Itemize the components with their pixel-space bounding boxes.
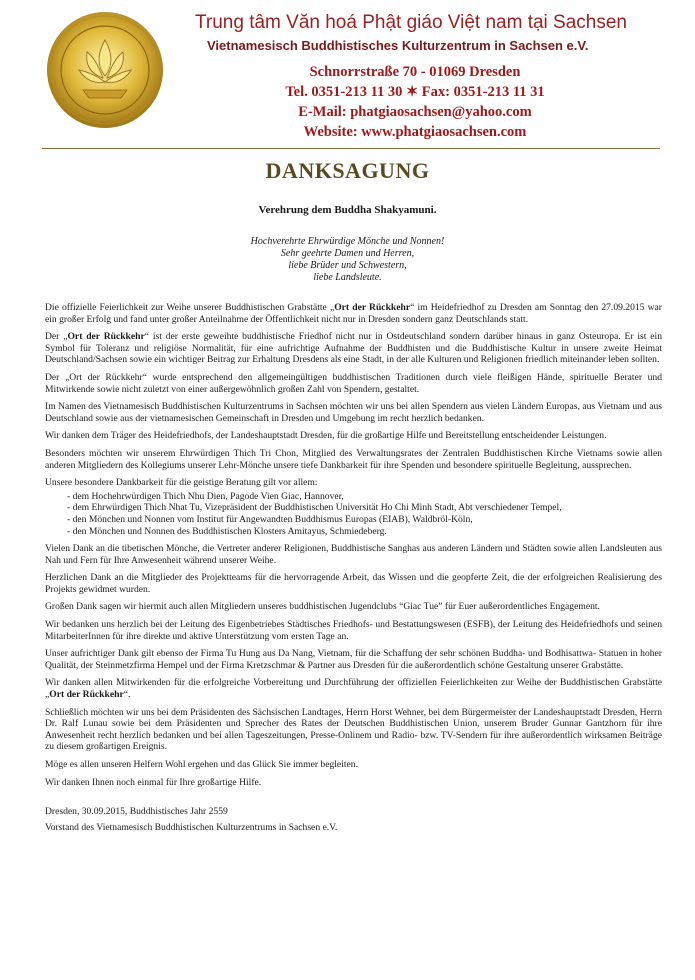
organization-name-german: Vietnamesisch Buddhistisches Kulturzentrum in Sachsen e.V. — [207, 38, 589, 53]
signature-block — [45, 806, 662, 833]
paragraph: Wir danken Ihnen noch einmal für Ihre großartige Hilfe. — [45, 776, 262, 788]
list-item: - dem Hochehrwürdigen Thich Nhu Dien, Pagode Vien Giac, Hannover, — [67, 490, 344, 502]
place-name-bold: Ort der Rückkehr — [334, 302, 411, 313]
letter-body — [45, 302, 662, 837]
paragraph: Großen Dank sagen wir hiermit auch allen Mitgliedern unseres buddhistischen Jugendclubs “Giac Tue” für Euer außerordentliches Engagement. — [45, 601, 600, 613]
text-run: Wir danken allen Mitwirkenden für die erfolgreiche Vorbereitung und Durchführung der offiziellen Feierlichkeiten zur Weihe der Buddhistischen Grabstätte „ — [45, 677, 662, 701]
text-run: “ im Heidefriedhof zu Dresden am Sonntag den 27.09.2015 war ein großer Erfolg und fand unter großer Anteilnahme der Öffentlichkeit nicht nur in Dresden sondern ganz Deutschlands statt. — [45, 302, 663, 325]
place-name-bold: Ort der Rückkehr — [67, 331, 145, 343]
paragraph: Möge es allen unseren Helfern Wohl ergehen und das Glück Sie immer begleiten. — [45, 759, 358, 770]
address: Schnorrstraße 70 - 01069 Dresden — [309, 64, 521, 80]
signature-board: Vorstand des Vietnamesisch Buddhistischen Kulturzentrums in Sachsen e.V. — [45, 821, 338, 833]
thanks-list — [45, 491, 662, 537]
salutation-block — [0, 236, 695, 284]
veneration-line: Verehrung dem Buddha Shakyamuni. — [258, 204, 437, 216]
paragraph: Der „Ort der Rückkehr“ wurde entsprechend den allgemeingültigen buddhistischen Traditionen durch viele fleißigen Hände, spirituelle Berater und Mitwirkende sowie nicht zuletzt von einer außergewöhnlich großen Zahl von Spendern, gestaltet. — [45, 371, 662, 395]
text-run: “ ist der erste geweihte buddhistische Friedhof nicht nur in Ostdeutschland sondern darüber hinaus in ganz Osteuropa. Er ist ein Symbol für Toleranz und religiöse Normalität, für eine aufrichtige Aufnahme der Buddhisten und die Buddhistische Kultur in unsere zweite Heimat Deutschland/Sachsen sowie ein wichtiger Beitrag zur Erhaltung Dresdens als eine Stadt, in der alle Kulturen und Religionen friedlich miteinander leben sollten. — [45, 331, 662, 366]
document-title: DANKSAGUNG — [265, 158, 430, 183]
paragraph: Wir danken dem Träger des Heidefriedhofs, der Landeshauptstadt Dresden, für die großartige Hilfe und Bereitstellung entscheidender Leistungen. — [45, 430, 607, 442]
salutation-line: liebe Landsleute. — [313, 272, 382, 283]
list-item: - den Mönchen und Nonnen vom Institut für Angewandten Buddhismus Europas (EIAB), Waldbröl-Köln, — [67, 513, 473, 525]
salutation-line: Hochverehrte Ehrwürdige Mönche und Nonnen! — [250, 236, 445, 247]
text-run: “. — [123, 689, 131, 701]
header-divider — [42, 148, 660, 149]
contact-block — [215, 62, 615, 142]
list-item: - den Mönchen und Nonnen des Buddhistischen Klosters Amitayus, Schmiedeberg. — [67, 525, 387, 537]
paragraph — [45, 677, 662, 700]
phone-fax: Tel. 0351-213 11 30 ✶ Fax: 0351-213 11 31 — [285, 84, 545, 100]
paragraph: Unser aufrichtiger Dank gilt ebenso der Firma Tu Hung aus Da Nang, Vietnam, für die Schaffung der sehr schönen Buddha- und Bodhisattwa- Statuen in hoher Qualität, der Steinmetzfirma Hempel und der Firma Kretzschmar & Partner aus Dresden für die außerordentlich schöne Gestaltung unserer Grabstätte. — [45, 648, 662, 671]
salutation-line: Sehr geehrte Damen und Herren, — [280, 248, 415, 259]
paragraph: Wir bedanken uns herzlich bei der Leitung des Eigenbetriebes Städtisches Friedhofs- und Bestattungswesen (ESFB), der Leitung des Heidefriedhofs und seinen MitarbeiterInnen für ihre direkte und aktive Unterstützung vom ersten Tage an. — [45, 619, 662, 642]
paragraph — [45, 302, 662, 325]
organization-name-vietnamese: Trung tâm Văn hoá Phật giáo Việt nam tại Sachsen — [195, 12, 627, 33]
paragraph: Besonders möchten wir unserem Ehrwürdigen Thich Tri Chon, Mitglied des Verwaltungsrates der Zentralen Buddhistischen Kirche Vietnams sowie allen anderen Mitgliedern des Kollegiums unserer Lehr-Mönche unsere tiefe Dankbarkeit für ihre Spenden und besondere spirituelle Begleitung, aussprechen. — [45, 447, 662, 471]
paragraph: Herzlichen Dank an die Mitglieder des Projektteams für die hervorragende Arbeit, das Wissen und die geopferte Zeit, die der erfolgreichen Realisierung des Projekts gewidmet wurden. — [45, 572, 662, 595]
paragraph: Im Namen des Vietnamesisch Buddhistischen Kulturzentrums in Sachsen möchten wir uns bei allen Spendern aus vielen Ländern Europas, aus Vietnam und aus Deutschland sowie aus der vietnamesischen Gemeinschaft in Dresden und Umgebung im recht herzlich bedanken. — [45, 401, 662, 424]
website: Website: www.phatgiaosachsen.com — [303, 124, 527, 140]
salutation-line: liebe Brüder und Schwestern, — [288, 260, 407, 271]
paragraph — [45, 331, 662, 366]
list-item: - dem Ehrwürdigen Thich Nhat Tu, Vizepräsident der Buddhistischen Universität Ho Chi Minh Stadt, Abt verschiedener Tempel, — [67, 502, 562, 514]
text-run: Der „ — [45, 331, 68, 343]
paragraph: Vielen Dank an die tibetischen Mönche, die Vertreter anderer Religionen, Buddhistische Sanghas aus anderen Ländern und Städten sowie allen Landsleuten aus Nah und Fern für Ihre Anwesenheit während unserer Weihe. — [45, 543, 662, 566]
text-run: Die offizielle Feierlichkeit zur Weihe unserer Buddhistischen Grabstätte „ — [45, 302, 335, 313]
email: E-Mail: phatgiaosachsen@yahoo.com — [298, 104, 532, 120]
paragraph: Schließlich möchten wir uns bei dem Präsidenten des Sächsischen Landtages, Herrn Horst Wehner, bei dem Bürgermeister der Landeshauptstadt Dresden, Herrn Dr. Ralf Lunau sowie bei dem Präsidenten und Sprecher des Rates der Deutschen Buddhistischen Union, unserem Bruder Gunnar Gantzhorn für ihre Anwesenheit recht herzlich bedanken und bei allen Tageszeitungen, Presse-Onlinem und Radio- bzw. TV-Sendern für ihre außerordentlich wirksamen Beiträge zu diesem großartigen Ereignis. — [45, 706, 662, 753]
paragraph: Unsere besondere Dankbarkeit für die geistige Beratung gilt vor allem: — [45, 477, 318, 489]
place-name-bold: Ort der Rückkehr — [49, 689, 124, 701]
signature-date: Dresden, 30.09.2015, Buddhistisches Jahr 2559 — [45, 806, 228, 818]
organization-logo-icon — [45, 10, 165, 130]
